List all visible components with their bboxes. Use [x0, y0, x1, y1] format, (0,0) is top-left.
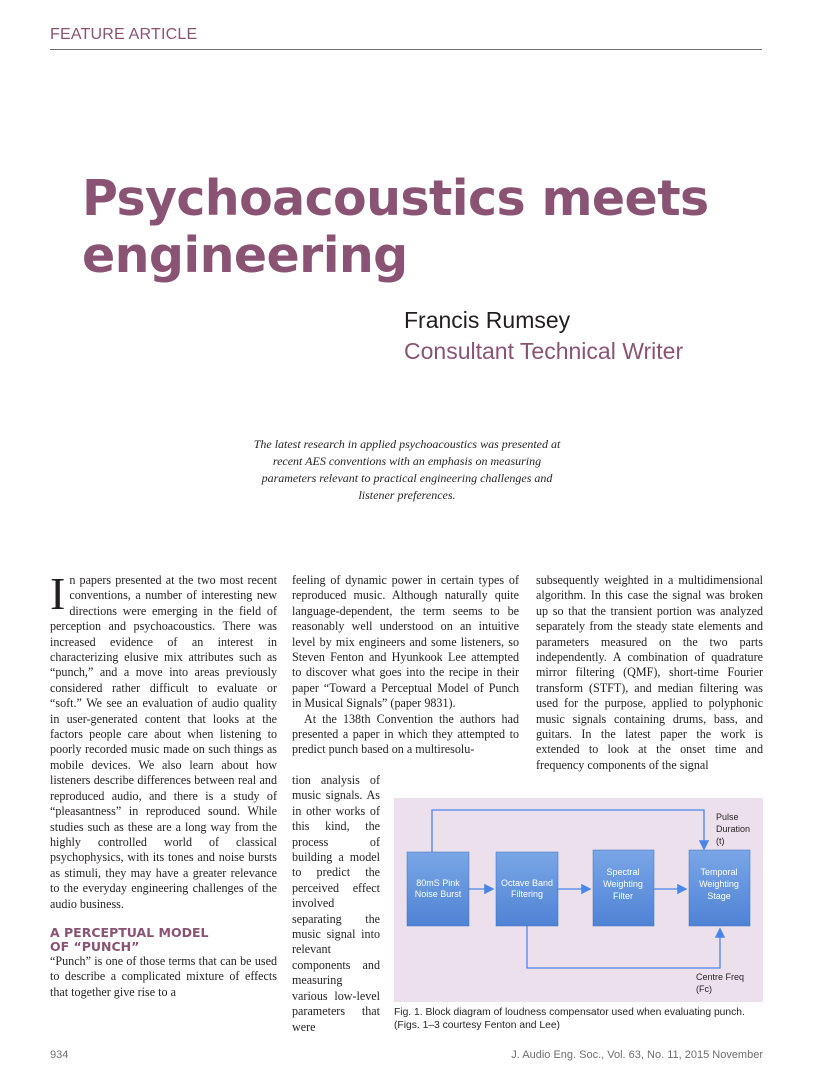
- pulse-label-line-1: Pulse: [716, 812, 739, 822]
- intro-text: n papers presented at the two most recent conventions, a number of interesting new directions were emerging in the field of perception and psychoacoustics. There was increased evidence of an interest in characterizing elusive mix attributes such as “punch,” and a move into areas previously considered rather difficult to evaluate or “soft.” We see an evaluation of audio quality in user-generated content that looks at the factors people care about when listening to poorly recorded music made on such things as mobile devices. We also learn about how listeners describe differences between real and reproduced audio, and there is a study of “pleasantness” in reproduced sound. While studies such as these are a long way from the highly controlled world of classical psychophysics, with its tones and noise bursts as stimuli, they may have a greater relevance to the everyday engineering challenges of the audio business.: [50, 573, 277, 911]
- author-role: Consultant Technical Writer: [404, 338, 684, 364]
- column-1: [50, 568, 277, 1000]
- drop-cap: I: [50, 568, 66, 619]
- section-label: FEATURE ARTICLE: [50, 26, 198, 43]
- column-2-narrow-text: tion analysis of music signals. As in other works of this kind, the process of building a model to predict the perceived effect involved separating the music signal into relevant components and measuring various low-level parameters that were: [292, 773, 380, 1034]
- column-3-paragraph: subsequently weighted in a multidimensional algorithm. In this case the signal was broken up so that the transient portion was analyzed separately from the steady state elements and parameters measured on the two parts independently. A combination of quadrature mirror filtering (QMF), short-time Fourier transform (STFT), and median filtering was used for the purpose, applied to polyphonic music signals containing drums, bass, and guitars. In the latest paper the work is extended to look at the onset time and frequency components of the signal: [536, 573, 763, 772]
- block-1-line-1: 80mS Pink: [416, 878, 460, 888]
- block-diagram-svg: [394, 798, 763, 1002]
- block-2-line-2: Filtering: [510, 889, 544, 899]
- figure-caption: Fig. 1. Block diagram of loudness compensator used when evaluating punch. (Figs. 1–3 courtesy Fenton and Lee): [394, 1007, 745, 1031]
- pulse-label-line-2: Duration: [716, 824, 751, 834]
- pulse-label-line-3: (t): [716, 836, 725, 846]
- punch-paragraph: “Punch” is one of those terms that can be used to describe a complicated mixture of effects that together give rise to a: [50, 953, 277, 999]
- page-number: 934: [50, 1049, 69, 1061]
- column-2-paragraph-1: feeling of dynamic power in certain types of reproduced music. Although naturally quite language-dependent, the term seems to be reasonably well understood on an intuitive level by mix engineers and some listeners, so Steven Fenton and Hyunkook Lee attempted to discover what goes into the recipe in their paper “Toward a Perceptual Model of Punch in Musical Signals” (paper 9831).: [292, 573, 519, 711]
- section-heading-line-2: OF “PUNCH”: [50, 938, 140, 954]
- article-title: Psychoacoustics meets engineering: [82, 170, 709, 284]
- centre-freq-label-line-2: (Fc): [696, 984, 712, 994]
- block-4-line-1: Temporal: [700, 867, 738, 877]
- abstract: The latest research in applied psychoacoustics was presented at recent AES conventions with an emphasis on measuring parameters relevant to practical engineering challenges and listener preferences.: [253, 437, 561, 502]
- block-3-line-1: Spectral: [606, 867, 640, 877]
- column-2-narrow: [292, 773, 380, 1035]
- block-4-line-2: Weighting: [699, 879, 739, 889]
- column-2-paragraph-2: At the 138th Convention the authors had presented a paper in which they attempted to predict punch based on a multiresolu-: [292, 711, 519, 757]
- block-3-line-3: Filter: [613, 891, 633, 901]
- author-name: Francis Rumsey: [404, 307, 571, 333]
- column-3: [536, 573, 763, 773]
- centre-freq-label-line-1: Centre Freq: [696, 972, 745, 982]
- column-2: [292, 573, 519, 758]
- block-1-line-2: Noise Burst: [414, 889, 462, 899]
- section-heading: [50, 926, 277, 954]
- header-rule: [50, 49, 762, 50]
- block-2-line-1: Octave Band: [500, 878, 554, 888]
- block-4-line-3: Stage: [707, 891, 731, 901]
- figure-block-diagram: [394, 798, 763, 1002]
- section-heading-line-1: A PERCEPTUAL MODEL: [50, 924, 209, 940]
- journal-reference: J. Audio Eng. Soc., Vol. 63, No. 11, 2015 November: [511, 1049, 763, 1061]
- intro-paragraph: [50, 568, 277, 912]
- block-3-line-2: Weighting: [603, 879, 643, 889]
